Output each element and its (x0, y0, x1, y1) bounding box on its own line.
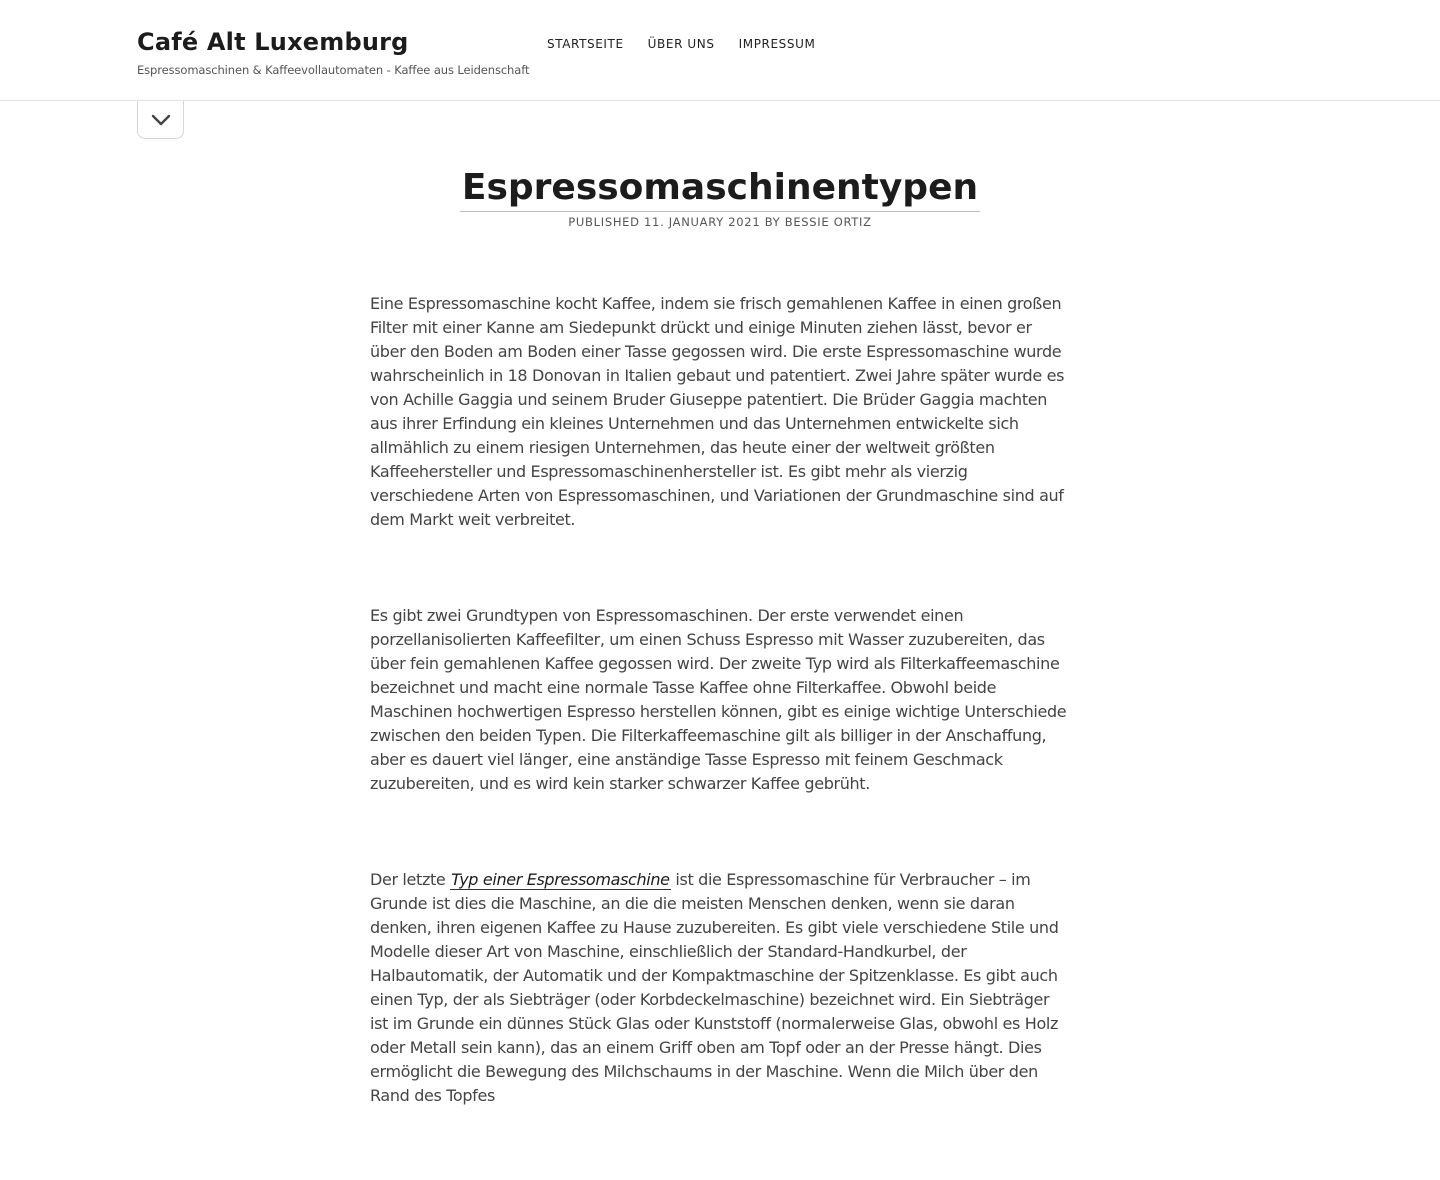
espressomaschine-type-link[interactable]: Typ einer Espressomaschine (451, 870, 670, 889)
post-paragraph: Eine Espressomaschine kocht Kaffee, indem sie frisch gemahlenen Kaffee in einen großen Filter mit einer Kanne am Siedepunkt drückt und einige Minuten ziehen lässt, bevor er über den Boden am Boden einer Tasse gegossen wird. Die erste Espressomaschine wurde wahrscheinlich in 18 Donovan in Italien gebaut und patentiert. Zwei Jahre später wurde es von Achille Gaggia und seinem Bruder Giuseppe patentiert. Die Brüder Gaggia machten aus ihrer Erfindung ein kleines Unternehmen und das Unternehmen entwickelte sich allmählich zu einem riesigen Unternehmen, das heute einer der weltweit größten Kaffeehersteller und Espressomaschinenhersteller ist. Es gibt mehr als vierzig verschiedene Arten von Espressomaschinen, und Variationen der Grundmaschine sind auf dem Markt weit verbreitet. (370, 294, 1065, 529)
entry-header (0, 165, 1440, 229)
main-navigation (547, 37, 815, 51)
paragraph-text: Der letzte (370, 870, 451, 889)
chevron-down-icon (151, 114, 171, 126)
site-branding (137, 24, 529, 77)
post-paragraph (370, 868, 1070, 1108)
post-meta: PUBLISHED 11. JANUARY 2021 BY BESSIE ORTIZ (568, 215, 872, 229)
site-title[interactable]: Café Alt Luxemburg (137, 28, 409, 56)
nav-item-startseite[interactable]: STARTSEITE (547, 37, 624, 51)
nav-item-impressum[interactable]: IMPRESSUM (738, 37, 816, 51)
site-description: Espressomaschinen & Kaffeevollautomaten - Kaffee aus Leidenschaft (137, 63, 530, 77)
post-content (370, 292, 1070, 1180)
post-title: Espressomaschinentypen (460, 165, 980, 212)
paragraph-text: ist die Espressomaschine für Verbraucher – im Grunde ist dies die Maschine, an die die meisten Menschen denken, wenn sie daran denken, ihren eigenen Kaffee zu Hause zuzubereiten. Es gibt viele verschiedene Stile und Modelle dieser Art von Maschine, einschließlich der Standard-Handkurbel, der Halbautomatik, der Automatik und der Kompaktmaschine der Spitzenklasse. Es gibt auch einen Typ, der als Siebträger (oder Korbdeckelmaschine) bezeichnet wird. Ein Siebträger ist im Grunde ein dünnes Stück Glas oder Kunststoff (normalerweise Glas, obwohl es Holz oder Metall sein kann), das an einem Griff oben am Topf oder an der Presse hängt. Dies ermöglicht die Bewegung des Milchschaums in der Maschine. Wenn die Milch über den Rand des Topfes (370, 870, 1059, 1105)
site-header (0, 0, 1440, 101)
post-paragraph: Es gibt zwei Grundtypen von Espressomaschinen. Der erste verwendet einen porzellanisolierten Kaffeefilter, um einen Schuss Espresso mit Wasser zuzubereiten, das über fein gemahlenen Kaffee gegossen wird. Der zweite Typ wird als Filterkaffeemaschine bezeichnet und macht eine normale Tasse Kaffee ohne Filterkaffee. Obwohl beide Maschinen hochwertigen Espresso herstellen können, gibt es einige wichtige Unterschiede zwischen den beiden Typen. Die Filterkaffeemaschine gilt als billiger in der Anschaffung, aber es dauert viel länger, eine anständige Tasse Espresso mit feinem Geschmack zuzubereiten, und es wird kein starker schwarzer Kaffee gebrüht. (370, 606, 1067, 793)
sidebar-toggle-button[interactable] (137, 101, 184, 139)
nav-item-ueber-uns[interactable]: ÜBER UNS (647, 37, 715, 51)
